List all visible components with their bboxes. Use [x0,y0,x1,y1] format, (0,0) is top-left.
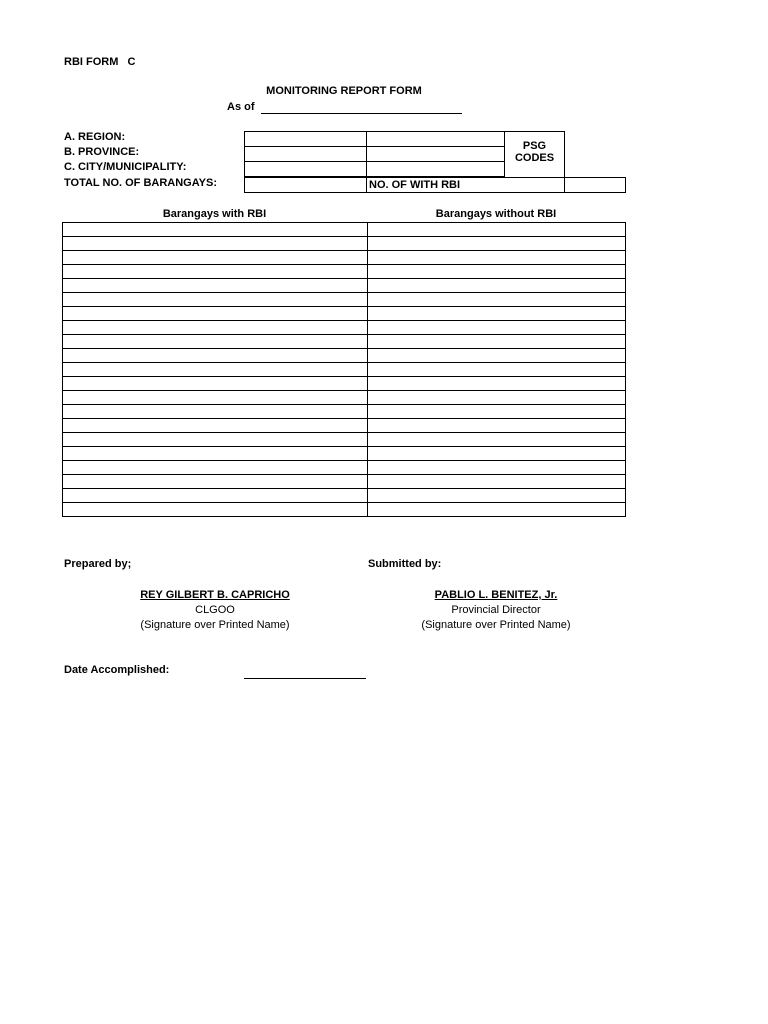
province-name-cell[interactable] [244,146,367,162]
without-rbi-cell[interactable] [368,279,626,293]
table-row [63,461,626,475]
without-rbi-cell[interactable] [368,335,626,349]
table-row [63,363,626,377]
without-rbi-cell[interactable] [368,349,626,363]
with-rbi-cell[interactable] [63,363,368,377]
table-row [63,489,626,503]
with-rbi-cell[interactable] [63,237,368,251]
without-rbi-cell[interactable] [368,237,626,251]
total-barangays-cell[interactable] [244,177,367,193]
table-row [63,335,626,349]
barangay-table [62,222,626,517]
table-row [63,475,626,489]
table-row [63,405,626,419]
without-rbi-cell[interactable] [368,363,626,377]
with-rbi-cell[interactable] [63,307,368,321]
with-rbi-count-cell[interactable] [564,177,626,193]
table-row [63,293,626,307]
with-rbi-cell[interactable] [63,321,368,335]
with-rbi-cell[interactable] [63,335,368,349]
city-label: C. CITY/MUNICIPALITY: [64,161,187,173]
submitted-caption: (Signature over Printed Name) [421,619,571,631]
region-name-cell[interactable] [244,131,367,147]
prepared-caption: (Signature over Printed Name) [140,619,290,631]
psg-codes-label-line2: CODES [514,152,555,164]
with-rbi-cell[interactable] [63,391,368,405]
with-rbi-cell[interactable] [63,489,368,503]
prepared-name: REY GILBERT B. CAPRICHO [140,589,290,601]
with-rbi-label-cell [366,177,565,193]
without-rbi-cell[interactable] [368,405,626,419]
total-barangays-label: TOTAL NO. OF BARANGAYS: [64,177,217,189]
as-of-label: As of [227,101,255,113]
with-rbi-cell[interactable] [63,349,368,363]
with-rbi-cell[interactable] [63,293,368,307]
table-row [63,391,626,405]
table-row [63,265,626,279]
without-rbi-cell[interactable] [368,223,626,237]
region-label: A. REGION: [64,131,126,143]
psg-codes-cell [504,131,565,178]
prepared-position: CLGOO [195,604,235,616]
without-rbi-cell[interactable] [368,503,626,517]
without-rbi-cell[interactable] [368,433,626,447]
table-row [63,223,626,237]
without-rbi-cell[interactable] [368,265,626,279]
table-row [63,237,626,251]
table-row [63,433,626,447]
prepared-signature-block [100,588,330,633]
date-accomplished-label: Date Accomplished: [64,664,170,676]
with-rbi-cell[interactable] [63,447,368,461]
table-row [63,447,626,461]
with-rbi-cell[interactable] [63,279,368,293]
with-rbi-cell[interactable] [63,265,368,279]
region-code-cell[interactable] [366,131,505,147]
without-rbi-cell[interactable] [368,251,626,265]
form-id: RBI FORM C [64,56,136,68]
city-name-cell[interactable] [244,161,367,177]
submitted-signature-block [381,588,611,633]
table-row [63,307,626,321]
column-header-without-rbi: Barangays without RBI [435,208,557,220]
without-rbi-cell[interactable] [368,419,626,433]
table-row [63,419,626,433]
without-rbi-cell[interactable] [368,307,626,321]
table-row [63,279,626,293]
without-rbi-cell[interactable] [368,461,626,475]
submitted-by-label: Submitted by: [368,558,442,570]
form-title: MONITORING REPORT FORM [266,85,422,97]
psg-codes-label-line1: PSG [522,140,547,152]
without-rbi-cell[interactable] [368,447,626,461]
with-rbi-cell[interactable] [63,419,368,433]
table-row [63,251,626,265]
with-rbi-cell[interactable] [63,503,368,517]
city-code-cell[interactable] [366,161,505,177]
submitted-name: PABLIO L. BENITEZ, Jr. [434,589,558,601]
as-of-date-line[interactable] [261,113,462,114]
without-rbi-cell[interactable] [368,489,626,503]
with-rbi-cell[interactable] [63,461,368,475]
submitted-position: Provincial Director [451,604,541,616]
without-rbi-cell[interactable] [368,321,626,335]
table-row [63,377,626,391]
table-row [63,321,626,335]
without-rbi-cell[interactable] [368,377,626,391]
with-rbi-label: NO. OF WITH RBI [369,179,461,191]
table-row [63,349,626,363]
province-code-cell[interactable] [366,146,505,162]
with-rbi-cell[interactable] [63,223,368,237]
with-rbi-cell[interactable] [63,475,368,489]
without-rbi-cell[interactable] [368,475,626,489]
with-rbi-cell[interactable] [63,405,368,419]
province-label: B. PROVINCE: [64,146,140,158]
with-rbi-cell[interactable] [63,251,368,265]
prepared-by-label: Prepared by; [64,558,132,570]
without-rbi-cell[interactable] [368,293,626,307]
without-rbi-cell[interactable] [368,391,626,405]
with-rbi-cell[interactable] [63,377,368,391]
date-accomplished-line[interactable] [244,678,366,679]
column-header-with-rbi: Barangays with RBI [162,208,267,220]
with-rbi-cell[interactable] [63,433,368,447]
table-row [63,503,626,517]
